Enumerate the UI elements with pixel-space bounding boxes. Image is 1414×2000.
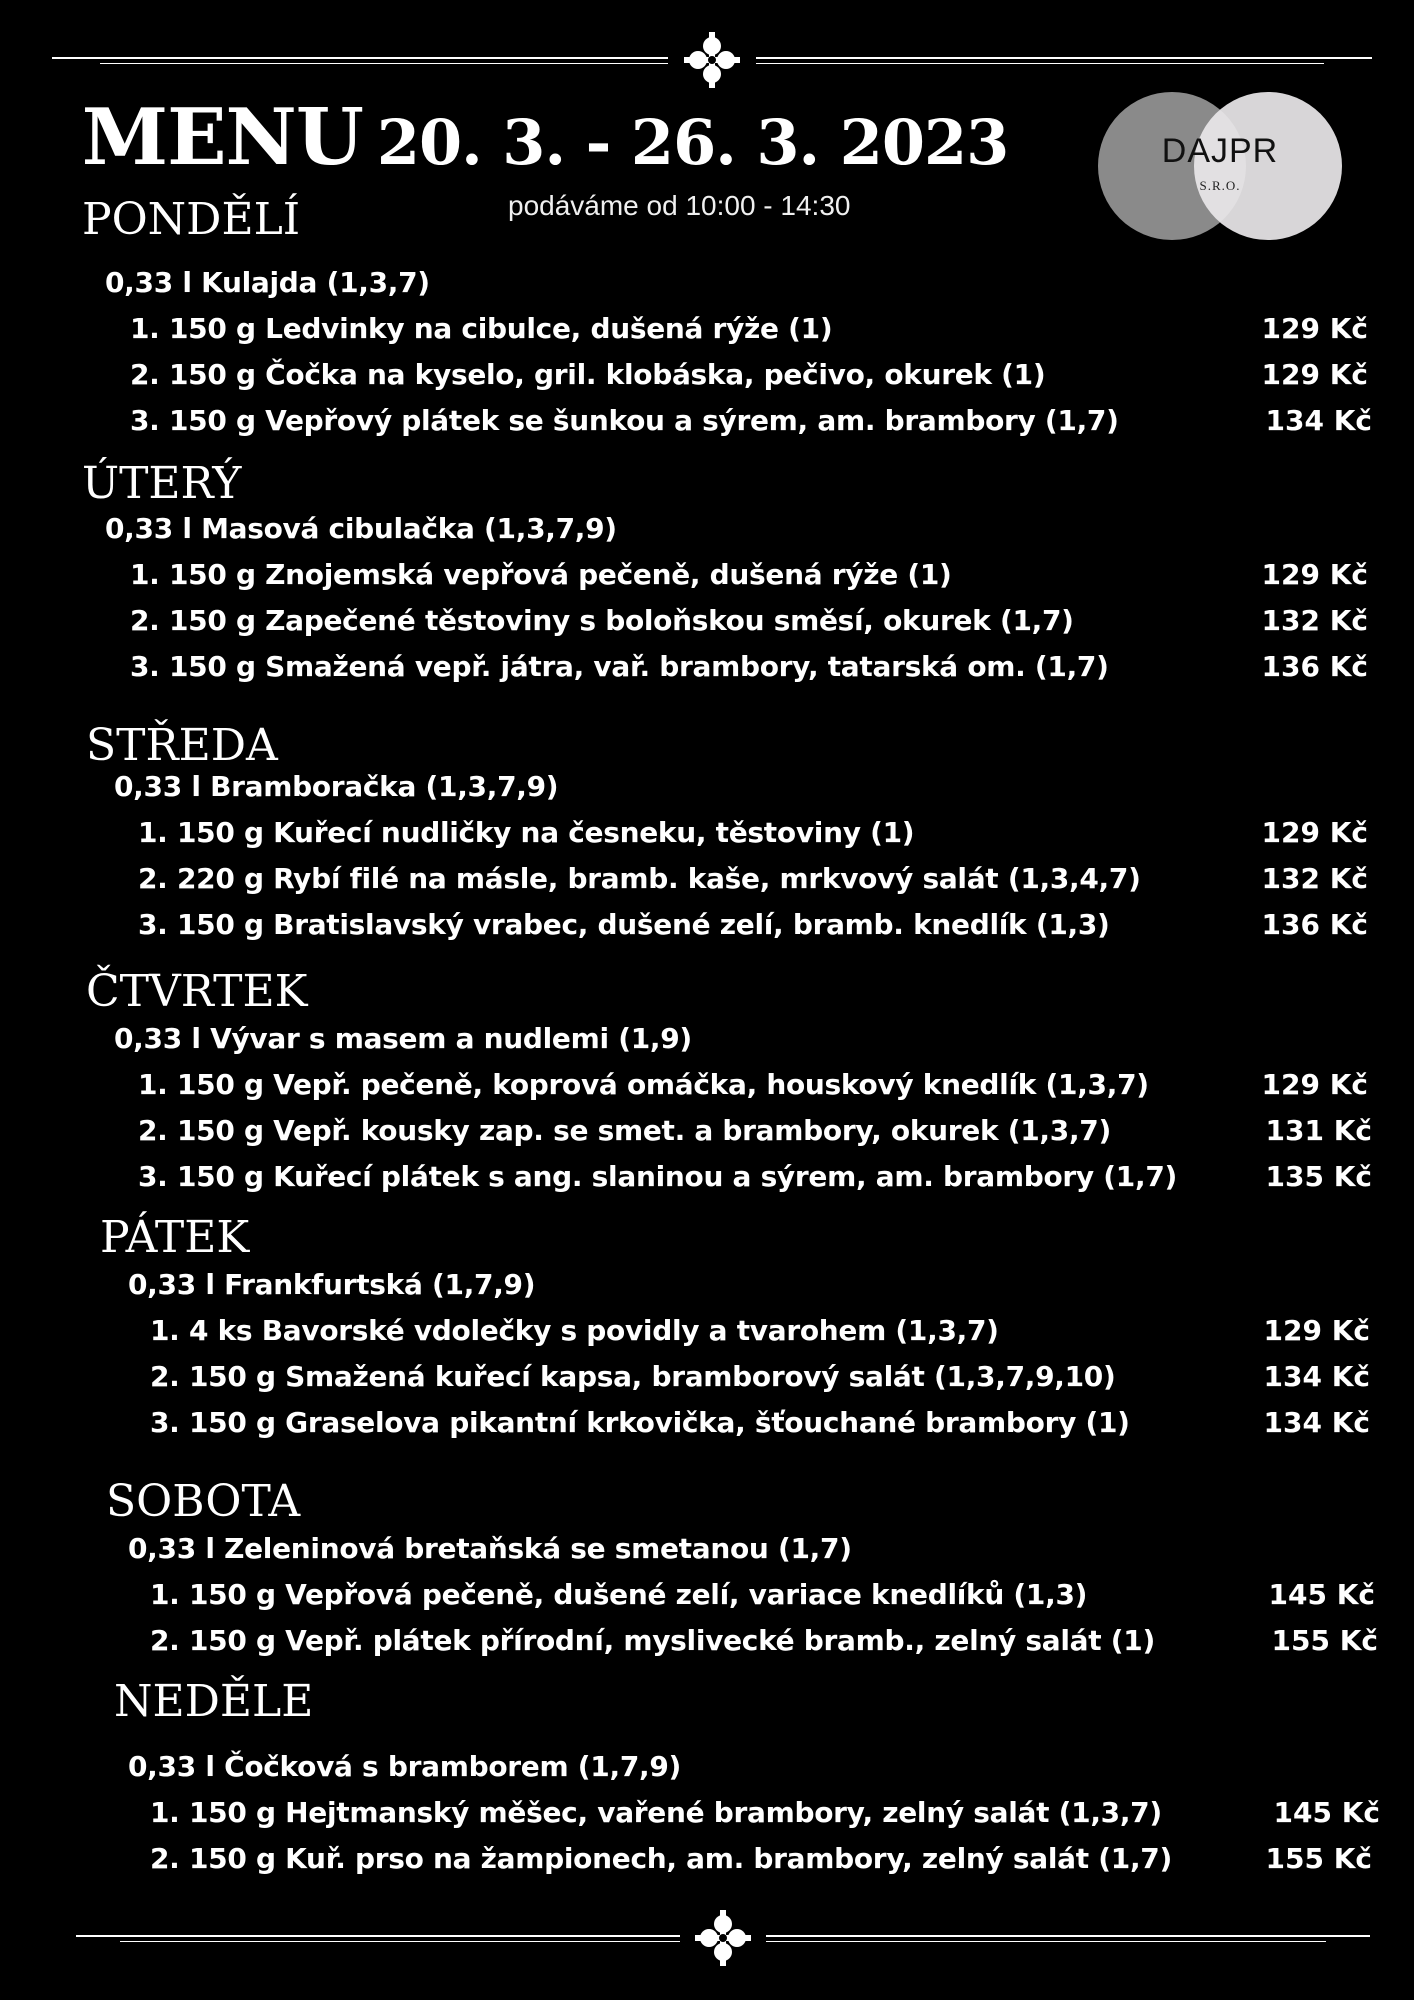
- company-logo: [1098, 92, 1342, 242]
- meal-price: 131 Kč: [1265, 1114, 1372, 1147]
- meal-row: 3. 150 g Bratislavský vrabec, dušené zelí, bramb. knedlík (1,3): [138, 908, 1110, 941]
- meal-row: 1. 150 g Ledvinky na cibulce, dušená rýže (1): [130, 312, 833, 345]
- meal-row: 3. 150 g Smažená vepř. játra, vař. brambory, tatarská om. (1,7): [130, 650, 1109, 683]
- meal-price: 145 Kč: [1273, 1796, 1380, 1829]
- serving-hours: podáváme od 10:00 - 14:30: [508, 190, 851, 221]
- soup-row: 0,33 l Vývar s masem a nudlemi (1,9): [114, 1022, 692, 1055]
- meal-price: 129 Kč: [1261, 558, 1368, 591]
- meal-price: 129 Kč: [1261, 816, 1368, 849]
- meal-price: 132 Kč: [1261, 862, 1368, 895]
- meal-price: 155 Kč: [1265, 1842, 1372, 1875]
- soup-row: 0,33 l Zeleninová bretaňská se smetanou (1,7): [128, 1532, 852, 1565]
- day-heading: ČTVRTEK: [86, 966, 308, 1017]
- meal-row: 2. 150 g Kuř. prso na žampionech, am. brambory, zelný salát (1,7): [150, 1842, 1172, 1875]
- fleur-ornament-icon: [693, 1908, 753, 1968]
- meal-price: 129 Kč: [1261, 312, 1368, 345]
- soup-row: 0,33 l Frankfurtská (1,7,9): [128, 1268, 536, 1301]
- meal-price: 155 Kč: [1271, 1624, 1378, 1657]
- meal-price: 134 Kč: [1263, 1360, 1370, 1393]
- meal-price: 136 Kč: [1261, 908, 1368, 941]
- meal-row: 2. 150 g Smažená kuřecí kapsa, bramborový salát (1,3,7,9,10): [150, 1360, 1116, 1393]
- meal-price: 136 Kč: [1261, 650, 1368, 683]
- meal-row: 1. 150 g Kuřecí nudličky na česneku, těstoviny (1): [138, 816, 915, 849]
- meal-price: 145 Kč: [1268, 1578, 1375, 1611]
- meal-price: 129 Kč: [1261, 1068, 1368, 1101]
- meal-row: 2. 150 g Vepř. plátek přírodní, myslivecké bramb., zelný salát (1): [150, 1624, 1155, 1657]
- meal-row: 1. 150 g Vepřová pečeně, dušené zelí, variace knedlíků (1,3): [150, 1578, 1088, 1611]
- day-heading: PÁTEK: [100, 1212, 250, 1263]
- top-ornament: [0, 30, 1414, 90]
- fleur-ornament-icon: [682, 30, 742, 90]
- meal-row: 1. 4 ks Bavorské vdolečky s povidly a tvarohem (1,3,7): [150, 1314, 999, 1347]
- meal-row: 3. 150 g Vepřový plátek se šunkou a sýrem, am. brambory (1,7): [130, 404, 1119, 437]
- title-word: MENU: [81, 92, 363, 183]
- meal-row: 1. 150 g Hejtmanský měšec, vařené brambory, zelný salát (1,3,7): [150, 1796, 1162, 1829]
- soup-row: 0,33 l Kulajda (1,3,7): [105, 266, 430, 299]
- meal-row: 2. 150 g Zapečené těstoviny s boloňskou směsí, okurek (1,7): [130, 604, 1074, 637]
- day-heading: NEDĚLE: [114, 1676, 314, 1727]
- meal-price: 129 Kč: [1261, 358, 1368, 391]
- meal-row: 2. 150 g Vepř. kousky zap. se smet. a brambory, okurek (1,3,7): [138, 1114, 1111, 1147]
- menu-title: [0, 92, 1090, 183]
- meal-row: 2. 220 g Rybí filé na másle, bramb. kaše, mrkvový salát (1,3,4,7): [138, 862, 1141, 895]
- meal-price: 135 Kč: [1265, 1160, 1372, 1193]
- day-heading: ÚTERÝ: [82, 458, 242, 509]
- meal-price: 132 Kč: [1261, 604, 1368, 637]
- soup-row: 0,33 l Masová cibulačka (1,3,7,9): [105, 512, 617, 545]
- day-heading: PONDĚLÍ: [82, 194, 301, 245]
- meal-price: 129 Kč: [1263, 1314, 1370, 1347]
- day-heading: STŘEDA: [86, 720, 278, 771]
- meal-row: 3. 150 g Kuřecí plátek s ang. slaninou a sýrem, am. brambory (1,7): [138, 1160, 1178, 1193]
- soup-row: 0,33 l Čočková s bramborem (1,7,9): [128, 1750, 682, 1783]
- meal-row: 3. 150 g Graselova pikantní krkovička, šťouchané brambory (1): [150, 1406, 1130, 1439]
- meal-row: 1. 150 g Vepř. pečeně, koprová omáčka, houskový knedlík (1,3,7): [138, 1068, 1149, 1101]
- bottom-ornament: [0, 1908, 1414, 1968]
- meal-row: 1. 150 g Znojemská vepřová pečeně, dušená rýže (1): [130, 558, 952, 591]
- title-dates: 20. 3. - 26. 3. 2023: [376, 106, 1009, 179]
- soup-row: 0,33 l Bramboračka (1,3,7,9): [114, 770, 559, 803]
- meal-price: 134 Kč: [1265, 404, 1372, 437]
- meal-price: 134 Kč: [1263, 1406, 1370, 1439]
- meal-row: 2. 150 g Čočka na kyselo, gril. klobáska, pečivo, okurek (1): [130, 358, 1046, 391]
- logo-name: DAJPR: [1161, 132, 1279, 170]
- logo-sub: S.R.O.: [1199, 178, 1241, 193]
- day-heading: SOBOTA: [106, 1476, 301, 1527]
